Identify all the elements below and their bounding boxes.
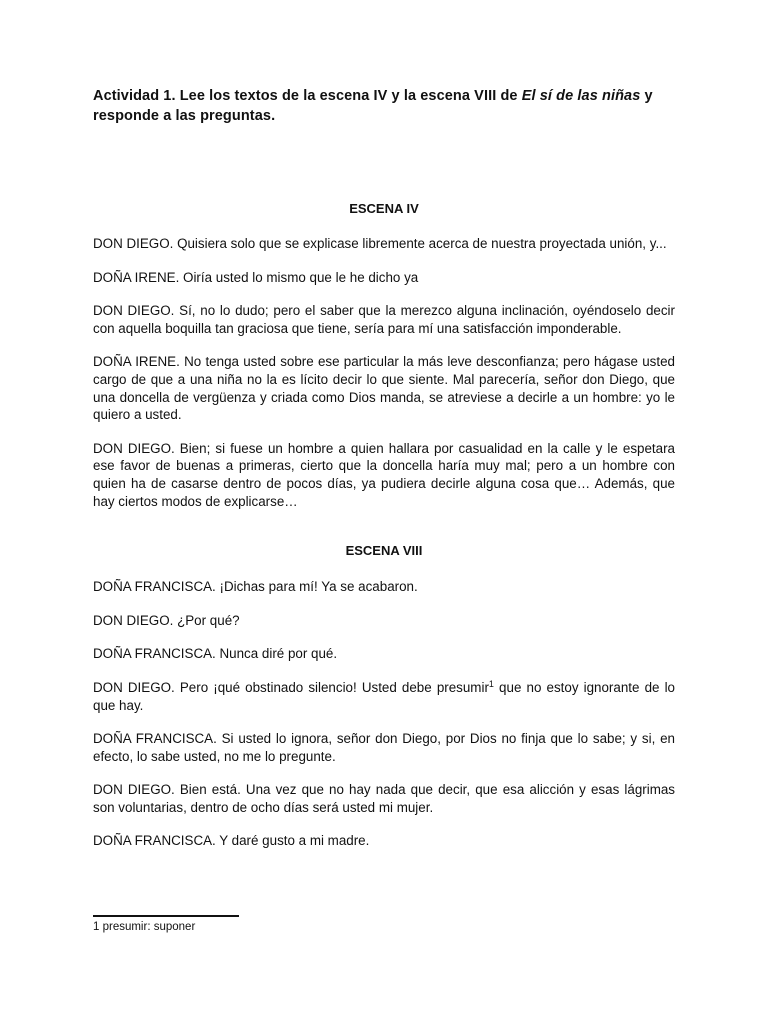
scene-viii-line: DON DIEGO. ¿Por qué? — [93, 612, 240, 628]
scene-viii-line: DOÑA FRANCISCA. Y daré gusto a mi madre. — [93, 833, 370, 849]
footnote-marker: 1 — [488, 678, 494, 689]
scene-viii-line: DOÑA FRANCISCA. Nunca diré por qué. — [93, 646, 338, 662]
scene-viii-heading: ESCENA VIII — [345, 543, 423, 559]
scene-iv-line: DON DIEGO. Bien; si fuese un hombre a quien hallara por casualidad en la calle y le espetara ese favor de buenas a primeras, cierto que la doncella haría muy mal; pero a un hombre con quien ha de casarse dentro de pocos días, ya pudiera decirle alguna cosa que… Además, que hay ciertos modos de explicarse… — [93, 440, 675, 509]
scene-viii-line: DOÑA FRANCISCA. ¡Dichas para mí! Ya se acabaron. — [93, 579, 418, 595]
line-part-before-note: DON DIEGO. Pero ¡qué obstinado silencio! Usted debe presumir — [93, 679, 489, 695]
scene-iv-line: DOÑA IRENE. No tenga usted sobre ese particular la más leve desconfianza; pero hágase usted cargo de que a una niña no la es lícito decir lo que siente. Mal parecería, señor don Diego, que una doncella de vergüenza y criada como Dios manda, se atreviese a decirle a un hombre: yo le quiero a usted. — [93, 354, 675, 423]
scene-iv-line: DON DIEGO. Quisiera solo que se explicase libremente acerca de nuestra proyectada unión, y... — [93, 236, 667, 251]
footnote-divider — [93, 915, 239, 917]
activity-title-part1: Actividad 1. Lee los textos de la escena IV y la escena VIII de — [93, 88, 522, 104]
play-title: El sí de las niñas — [521, 88, 641, 104]
line-part-after-note: que no estoy ignorante de lo que hay. — [93, 679, 675, 713]
activity-title — [93, 86, 675, 126]
activity-title-part2: y responde a las preguntas. — [93, 88, 653, 124]
scene-iv-line: DON DIEGO. Sí, no lo dudo; pero el saber que la merezco alguna inclinación, oyéndoselo decir con aquella boquilla tan graciosa que tiene, sería para mí una satisfacción imponderable. — [93, 303, 675, 336]
scene-iv-line: DOÑA IRENE. Oiría usted lo mismo que le he dicho ya — [93, 269, 419, 285]
scene-iv-heading: ESCENA IV — [349, 201, 419, 216]
footnote: 1 presumir: suponer — [93, 921, 196, 933]
scene-viii-line: DOÑA FRANCISCA. Si usted lo ignora, señor don Diego, por Dios no finja que lo sabe; y si, en efecto, lo sabe usted, no me lo pregunte. — [93, 731, 675, 764]
scene-viii-line: DON DIEGO. Bien está. Una vez que no hay nada que decir, que esa alicción y esas lágrimas son voluntarias, dentro de ocho días será usted mi mujer. — [93, 782, 675, 815]
scene-viii-line-footnoted — [93, 679, 675, 714]
